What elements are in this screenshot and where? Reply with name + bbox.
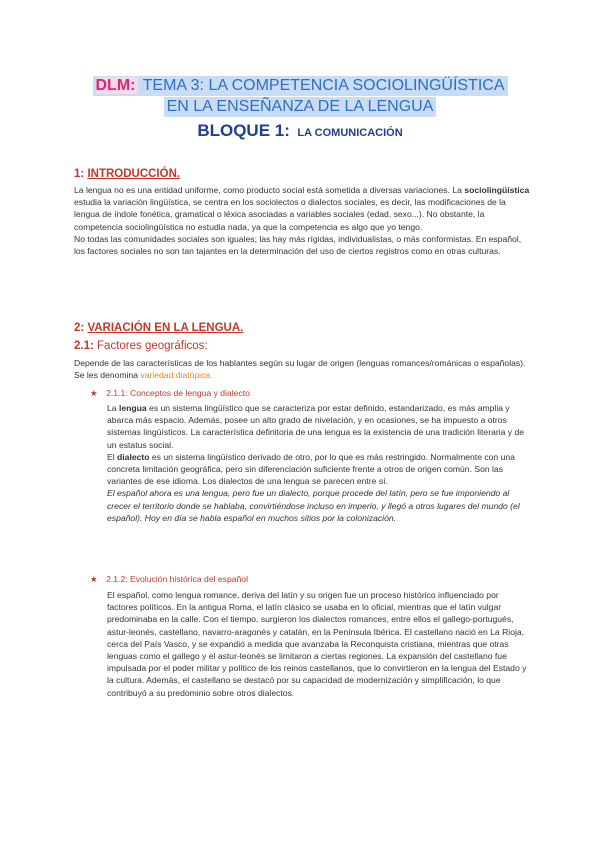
subsection-2-1-intro: Depende de las características de los hablantes según su lugar de origen (lenguas romances/románicas o españolas). Se les denomina variedad diatópica. [74,358,526,381]
block-name: LA COMUNICACIÓN [297,127,403,139]
star-bullet-icon: ★ [90,388,98,398]
lengua-paragraph: La lengua es un sistema lingüístico que se caracteriza por estar definido, estandarizado, es más amplia y abarca más espacio. Además, posee un alto grado de nivelación, y en ocasiones, se ha impuesto a otros sistemas lingüísticos. La característica definitoria de una lengua es la existencia de una tradición literaria y de un estatus social. [107,403,525,450]
section-1-paragraph-1: La lengua no es una entidad uniforme, como producto social está sometida a diversas variaciones. La sociolingüística estudia la variación lingüística, se centra en los sociolectos o dialectos sociales, es decir, las modificaciones de la lengua de índole fonética, gramatical o léxica asociadas a variables sociales (edad, sexo...). No obstante, la competencia sociolingüística no estudia nada, ya que la competencia es algo que yo tengo. [74,185,530,232]
section-1-heading [74,168,180,180]
example-paragraph: El español ahora es una lengua, pero fue un dialecto, porque procede del latín, pero se fue imponiendo al crecer el territorio donde se hablaba, convirtiéndose incluso en imperio, y llegó a otros lugares del mundo (el español). Hoy en día se habla español en muchos sitios por la colonización. [107,488,520,523]
bullet-2-1-1-body [107,402,529,524]
bullet-2-1-2 [90,574,248,585]
dialecto-paragraph: El dialecto es un sistema lingüístico derivado de otro, por lo que es más restringido. Normalmente con una concreta limitación geográfica, pero sin diferenciación suficiente frente a otros de origen común. Son las variantes de ese idioma. Los dialectos de una lengua se parecen entre sí. [107,451,515,487]
section-1-body [74,184,534,257]
section-1-title: INTRODUCCIÓN. [87,168,181,180]
title-text-2: EN LA ENSEÑANZA DE LA LENGUA [166,98,434,115]
block-subtitle [0,121,600,141]
section-1-number: 1: [74,168,85,180]
bullet-2-1-1 [90,388,250,399]
title-text-1: TEMA 3: LA COMPETENCIA SOCIOLINGÜÍSTICA [142,77,505,94]
star-bullet-icon: ★ [90,574,98,584]
section-2-title: VARIACIÓN EN LA LENGUA. [87,322,244,334]
section-2-heading [74,322,243,334]
bullet-2-1-2-body [107,589,529,699]
subsection-2-1-title: Factores geográficos: [97,340,208,352]
evolution-paragraph: El español, como lengua romance, deriva del latín y su origen fue un proceso histórico influenciado por factores políticos. En la antigua Roma, el latín clásico se usaba en lo oficial, mientras que el latín vulgar predominaba en la calle. Con el tiempo, surgieron los dialectos romances, entre ellos el gallego-portugués, astur-leonés, castellano, navarro-aragonés y catalán, en la Península Ibérica. El castellano nació en La Rioja, cerca del País Vasco, y se expandió a medida que avanzaba la Reconquista cristiana, mientras que otras lenguas como el gallego y el astur-leonés se limitaron a ciertas regiones. La expansión del castellano fue impulsada por el poder militar y político de los reinos castellanos, que lo convirtieron en la lengua del Estado y la cultura. Además, el castellano se destacó por su capacidad de modernización y simplificación, lo que contribuyó a su predominio sobre otros dialectos. [107,590,527,698]
subsection-2-1-number: 2.1: [74,340,94,352]
bullet-2-1-2-label: 2.1.2: Evolución histórica del español [106,574,248,584]
section-1-paragraph-2: No todas las comunidades sociales son iguales; las hay más rígidas, individualistas, o más conformistas. En español, los factores sociales no son tan tajantes en la determinación del uso de ciertos registros como en otras culturas. [74,233,522,257]
title-line-1 [93,76,508,96]
block-label: BLOQUE 1: [197,121,290,140]
subsection-2-1-heading [74,340,208,352]
title-prefix: DLM: [96,77,139,94]
title-line-2 [164,97,437,117]
section-2-number: 2: [74,322,85,334]
diatopic-term: variedad diatópica. [140,370,213,381]
bullet-2-1-1-label: 2.1.1: Conceptos de lengua y dialecto [106,388,250,398]
document-title [0,76,600,141]
